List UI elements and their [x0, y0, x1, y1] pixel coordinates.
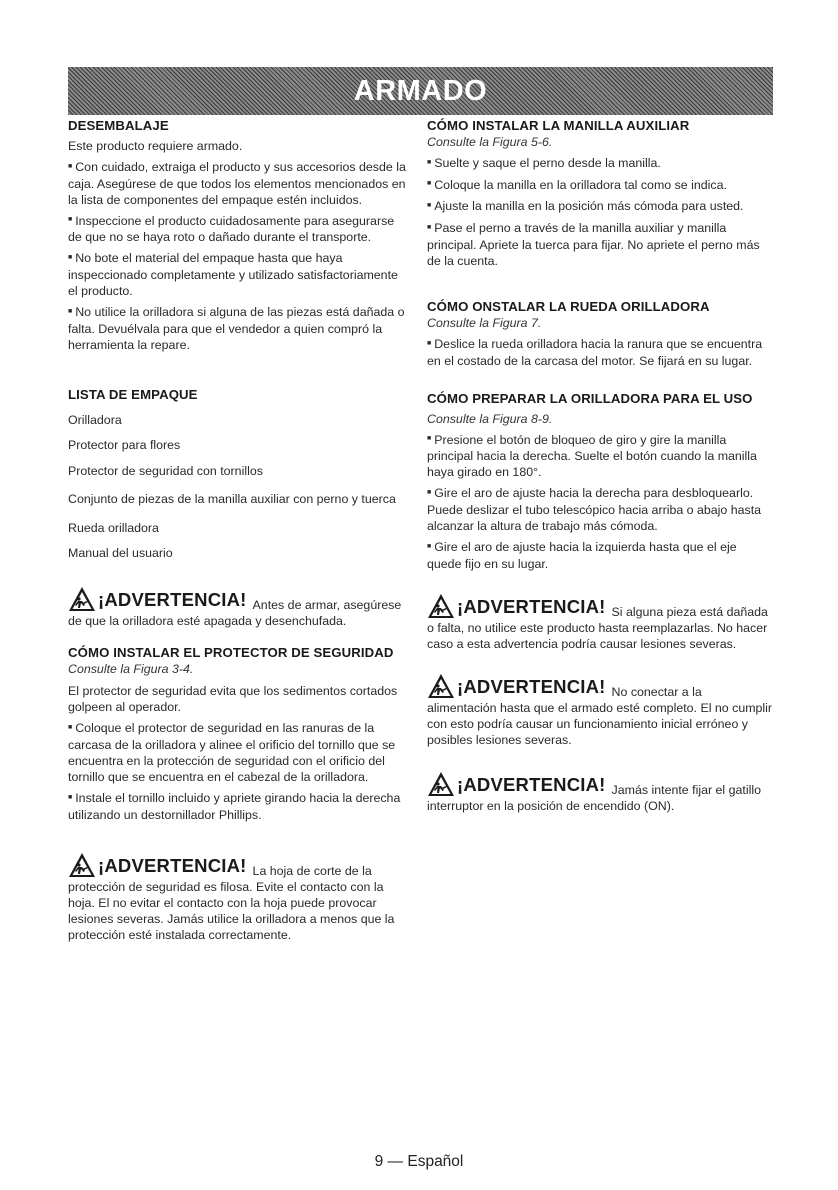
packing-list-item: Rueda orilladora	[68, 520, 159, 535]
edging-wheel-heading: CÓMO ONSTALAR LA RUEDA ORILLADORA	[427, 298, 710, 314]
bullet-item: ■ Deslice la rueda orilladora hacia la ranura que se encuentra en el costado de la carcasa del motor. Se fijará en su lugar.	[427, 336, 763, 368]
unpacking-intro: Este producto requiere armado.	[68, 139, 243, 153]
figure-reference: Consulte la Figura 5-6.	[427, 135, 553, 149]
warning-text: No conectar a la alimentación hasta que el armado esté completo. El no cumplir con esto podría causar un funcionamiento inicial erróneo y posibles lesiones severas.	[427, 684, 773, 747]
warning-block	[68, 849, 410, 943]
bullet-item: ■ No utilice la orilladora si alguna de las piezas está dañada o falta. Devuélvala para que el vendedor a quien compró la herramienta la repare.	[68, 305, 405, 352]
packing-list-heading: LISTA DE EMPAQUE	[68, 386, 198, 402]
unpacking-heading: DESEMBALAJE	[68, 118, 169, 133]
guard-intro: El protector de seguridad evita que los sedimentos cortados golpeen al operador.	[68, 684, 398, 715]
warning-icon	[68, 586, 96, 612]
bullet-item: ■ Presione el botón de bloqueo de giro y gire la manilla principal hacia la derecha. Suelte el botón cuando la manilla haya girado en 180°.	[427, 432, 757, 480]
left-column	[68, 118, 410, 943]
section-banner	[68, 67, 773, 115]
edging-wheel-section	[427, 299, 774, 369]
prepare-section	[427, 391, 774, 572]
packing-list-item: Protector para flores	[68, 438, 181, 453]
packing-list-item: Manual del usuario	[68, 546, 173, 561]
figure-reference: Consulte la Figura 8-9.	[427, 411, 553, 426]
packing-list-item: Protector de seguridad con tornillos	[68, 463, 263, 478]
warning-block	[427, 590, 774, 652]
section-title: ARMADO	[353, 74, 488, 107]
packing-list-item: Conjunto de piezas de la manilla auxiliar con perno y tuerca	[68, 492, 396, 507]
bullet-item: ■ Instale el tornillo incluido y apriete girando hacia la derecha utilizando un destornillador Phillips.	[68, 791, 401, 822]
bullet-item: ■ Coloque el protector de seguridad en las ranuras de la carcasa de la orilladora y alinee el orificio del tornillo que se encuentra en la protección de seguridad con el orificio del tornillo que se encuentra en el cabezal de la orilladora.	[68, 721, 396, 785]
prepare-heading: CÓMO PREPARAR LA ORILLADORA PARA EL USO	[427, 390, 753, 406]
page-footer: 9 — Español	[374, 1153, 464, 1170]
warning-icon	[68, 852, 96, 878]
warning-block	[427, 768, 774, 814]
warning-text: Jamás intente fijar el gatillo interruptor en la posición de encendido (ON).	[427, 782, 761, 813]
warning-icon	[427, 771, 455, 797]
bullet-item: ■ Con cuidado, extraiga el producto y sus accesorios desde la caja. Asegúrese de que todos los elementos mencionados en la lista de componentes del empaque estén incluidos.	[68, 160, 406, 207]
bullet-item: ■ Pase el perno a través de la manilla auxiliar y manilla principal. Apriete la tuerca para fijar. No apriete el perno más de la cuenta.	[427, 221, 760, 268]
warning-text: La hoja de corte de la protección de seguridad es filosa. Evite el contacto con la hoja. El no evitar el contacto con la hoja puede provocar lesiones severas. Jamás utilice la orilladora a menos que la protección esté instalada correctamente.	[68, 863, 395, 942]
unpacking-section	[68, 118, 410, 353]
warning-icon	[427, 593, 455, 619]
warning-label: ¡ADVERTENCIA!	[457, 773, 606, 795]
bullet-item: ■ Coloque la manilla en la orilladora tal como se indica.	[427, 177, 727, 192]
warning-label: ¡ADVERTENCIA!	[98, 589, 247, 611]
packing-list-section	[68, 387, 410, 562]
aux-handle-heading: CÓMO INSTALAR LA MANILLA AUXILIAR	[427, 118, 690, 133]
aux-handle-section	[427, 118, 774, 269]
warning-text: Antes de armar, asegúrese de que la orilladora esté apagada y desenchufada.	[68, 598, 402, 629]
guard-install-section	[68, 645, 410, 822]
warning-label: ¡ADVERTENCIA!	[457, 675, 606, 697]
bullet-item: ■ Suelte y saque el perno desde la manilla.	[427, 156, 661, 170]
warning-label: ¡ADVERTENCIA!	[457, 595, 606, 617]
figure-reference: Consulte la Figura 7.	[427, 315, 542, 330]
bullet-item: ■ No bote el material del empaque hasta que haya inspeccionado completamente y utilizado satisfactoriamente el producto.	[68, 251, 398, 299]
warning-text: Si alguna pieza está dañada o falta, no utilice este producto hasta reemplazarlas. No hacer caso a esta advertencia podría causar lesiones severas.	[427, 604, 768, 651]
packing-list-item: Orilladora	[68, 412, 122, 427]
figure-reference: Consulte la Figura 3-4.	[68, 662, 194, 677]
warning-icon	[427, 673, 455, 699]
right-column	[427, 118, 774, 814]
bullet-item: ■ Gire el aro de ajuste hacia la izquierda hasta que el eje quede fijo en su lugar.	[427, 540, 737, 571]
guard-install-heading: CÓMO INSTALAR EL PROTECTOR DE SEGURIDAD	[68, 645, 394, 661]
warning-block	[68, 583, 410, 629]
bullet-item: ■ Inspeccione el producto cuidadosamente para asegurarse de que no se haya roto o dañado durante el transporte.	[68, 213, 395, 245]
bullet-item: ■ Gire el aro de ajuste hacia la derecha para desbloquearlo. Puede deslizar el tubo telescópico hacia arriba o abajo hasta alcanzar la altura de trabajo más cómoda.	[427, 486, 762, 534]
warning-block	[427, 670, 774, 748]
bullet-item: ■ Ajuste la manilla en la posición más cómoda para usted.	[427, 199, 744, 214]
warning-label: ¡ADVERTENCIA!	[98, 854, 247, 876]
